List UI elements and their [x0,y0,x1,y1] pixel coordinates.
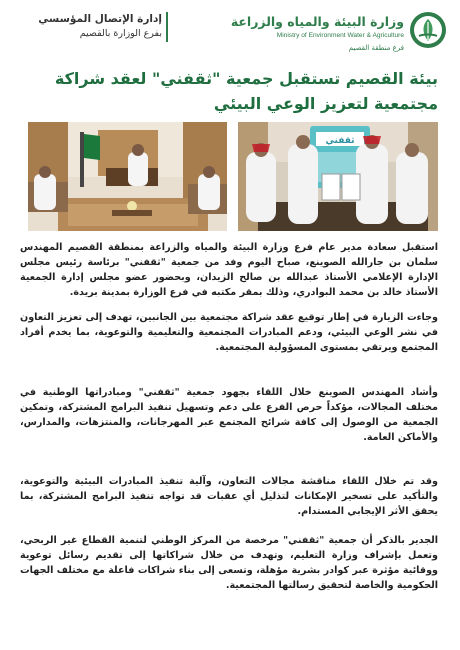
paragraph-5: الجدير بالذكر أن جمعية "ثقفني" مرخصة من المركز الوطني لتنمية القطاع غير الربحي، وتعمل بإشراف وزارة التعليم، وتهدف من خلال شراكاتها إلى تقديم رسائل توعوية ووقائية مؤثرة عبر كوادر بشرية مؤهلة، وتسعى إلى بناء شراكات فاعلة مع مختلف الجهات الحكومية والخاصة لتحقيق رسالتها المجتمعية. [20,535,438,592]
ministry-logo-block [230,6,448,56]
headline: بيئة القصيم تستقبل جمعية "ثقفني" لعقد شراكة مجتمعية لتعزيز الوعي البيئي [54,69,438,113]
branch-name: فرع منطقة القصيم [348,44,404,52]
header [0,0,460,58]
paragraph-1: استقبل سعادة مدير عام فرع وزارة البيئة والمياه والزراعة بمنطقة القصيم المهندس سلمان بن جارالله الصوينع، صباح اليوم وفد من جمعية "ثقفني" برئاسة رئيس مجلس الإدارة الإعلامي الأستاذ عبدالله بن صالح الزيدان، وبحضور عضو مجلس إدارة الجمعية الأستاذ خالد بن محمد البوادري، وذلك بمقر مكتبه في فرع الوزارة بمدينة بريدة. [20,242,438,299]
banner-text: ثقفني [325,136,355,146]
ministry-name-en: Ministry of Environment Water & Agriculture [276,32,404,39]
paragraph-4: وقد تم خلال اللقاء مناقشة مجالات التعاون، وآلية تنفيذ المبادرات البيئية والتوعوية، والتأكيد على تسخير الإمكانات لتذليل أي عقبات قد تواجه تنفيذ البرامج المشتركة، بما يحقق الأثر الإيجابي المستدام. [20,476,438,518]
paragraph-2: وجاءت الزيارة في إطار توقيع عقد شراكة مجتمعية بين الجانبين، تهدف إلى تعزيز التعاون في نشر الوعي البيئي، ودعم المبادرات المجتمعية والتعليمية والتوعوية، بما يخدم أفراد المجتمع ويرتقي بمستوى المسؤولية المجتمعية. [20,312,438,354]
department-line-2: بفرع الوزارة بالقصيم [79,28,162,39]
office-meeting-photo [28,122,227,231]
ministry-name-ar: وزارة البيئة والمياه والزراعة [230,14,404,29]
department-divider [166,12,168,42]
ministry-emblem-icon [408,10,448,50]
department-block [18,12,168,46]
paragraph-3: وأشاد المهندس الصوينع خلال اللقاء بجهود جمعية "ثقفني" ومبادراتها الوطنية في مختلف المجالات، مؤكداً حرص الفرع على دعم وتسهيل تنفيذ البرامج المشتركة، وتمكين الجمعية من الوصول إلى كافة شرائح المجتمع عبر المهرجانات، والمنتزهات، والمدارس، والأماكن العامة. [20,387,438,444]
signing-ceremony-photo [238,122,438,231]
department-line-1: إدارة الإتصال المؤسسي [38,13,162,25]
